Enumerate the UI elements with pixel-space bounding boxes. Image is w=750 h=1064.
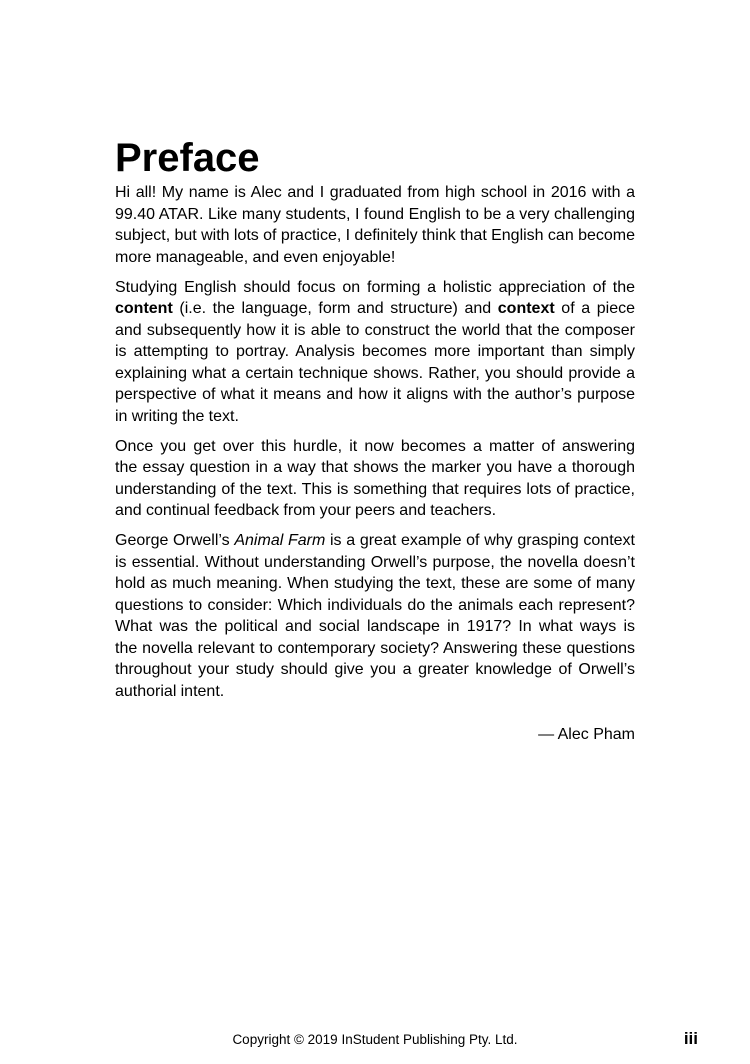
- text-run: (i.e. the language, form and structure) and: [172, 300, 498, 317]
- bold-text-run: content: [115, 300, 173, 317]
- text-line: [115, 552, 635, 574]
- text-line: [115, 204, 635, 226]
- text-line: [115, 436, 635, 458]
- text-run: in writing the text.: [115, 407, 239, 425]
- preface-paragraph: [115, 182, 635, 268]
- text-run: and subsequently how it is able to construct the world that the composer: [115, 321, 635, 339]
- text-line: [115, 457, 635, 479]
- text-run: understanding of the text. This is something that requires lots of practice,: [115, 480, 635, 498]
- text-line: [115, 247, 635, 269]
- text-run: of a piece: [554, 300, 635, 317]
- preface-paragraph: [115, 530, 635, 702]
- page-title: Preface: [115, 136, 260, 180]
- text-run: perspective of what it means and how it aligns with the author’s purpose: [115, 386, 635, 403]
- text-line: [115, 277, 635, 299]
- text-run: is essential. Without understanding Orwell’s purpose, the novella doesn’t: [115, 553, 635, 571]
- preface-paragraphs: [115, 182, 635, 702]
- text-run: Hi all! My name is Alec and I graduated from high school in 2016 with a: [115, 184, 635, 201]
- page-number: iii: [683, 1029, 698, 1048]
- text-run: George Orwell’s: [115, 532, 235, 549]
- text-run: explaining what a certain technique shows. Rather, you should provide a: [115, 364, 635, 382]
- text-run: hold as much meaning. When studying the text, these are some of many: [115, 575, 635, 592]
- text-line: [115, 225, 635, 247]
- italic-text-run: Animal Farm: [234, 532, 326, 549]
- text-run: throughout your study should give you a greater knowledge of Orwell’s: [115, 661, 635, 678]
- text-line: [115, 595, 635, 617]
- text-run: authorial intent.: [115, 682, 225, 700]
- text-line: [115, 384, 635, 406]
- text-run: is attempting to portray. Analysis becomes more important than simply: [115, 343, 635, 360]
- text-run: subject, but with lots of practice, I definitely think that English can become: [115, 227, 635, 244]
- text-line: [115, 638, 635, 660]
- author-signature: — Alec Pham: [538, 726, 635, 743]
- bold-text-run: context: [497, 300, 555, 317]
- text-run: questions to consider: Which individuals do the animals each represent?: [115, 596, 635, 614]
- text-line: [115, 573, 635, 595]
- text-line: [115, 659, 635, 681]
- text-line: [115, 500, 635, 522]
- page-content: [115, 138, 635, 746]
- text-line: [115, 341, 635, 363]
- text-line: [115, 320, 635, 342]
- text-run: Once you get over this hurdle, it now becomes a matter of answering: [115, 437, 635, 455]
- text-line: [115, 479, 635, 501]
- footer-copyright: Copyright © 2019 InStudent Publishing Pty. Ltd.: [232, 1032, 518, 1047]
- text-run: 99.40 ATAR. Like many students, I found English to be a very challenging: [115, 205, 635, 223]
- text-run: more manageable, and even enjoyable!: [115, 248, 396, 266]
- text-run: Studying English should focus on forming a holistic appreciation of the: [115, 278, 635, 296]
- text-run: is a great example of why grasping context: [325, 532, 635, 549]
- text-line: [115, 681, 635, 703]
- text-line: [115, 182, 635, 204]
- text-line: [115, 530, 635, 552]
- text-run: What was the political and social landscape in 1917? In what ways is: [115, 618, 635, 635]
- preface-paragraph: [115, 277, 635, 428]
- page-footer: [0, 1030, 750, 1054]
- text-line: [115, 298, 635, 320]
- text-run: the novella relevant to contemporary society? Answering these questions: [115, 639, 635, 657]
- text-run: and continual feedback from your peers and teachers.: [115, 502, 497, 519]
- text-line: [115, 363, 635, 385]
- text-line: [115, 616, 635, 638]
- text-line: [115, 406, 635, 428]
- preface-paragraph: [115, 436, 635, 522]
- text-run: the essay question in a way that shows the marker you have a thorough: [115, 459, 635, 476]
